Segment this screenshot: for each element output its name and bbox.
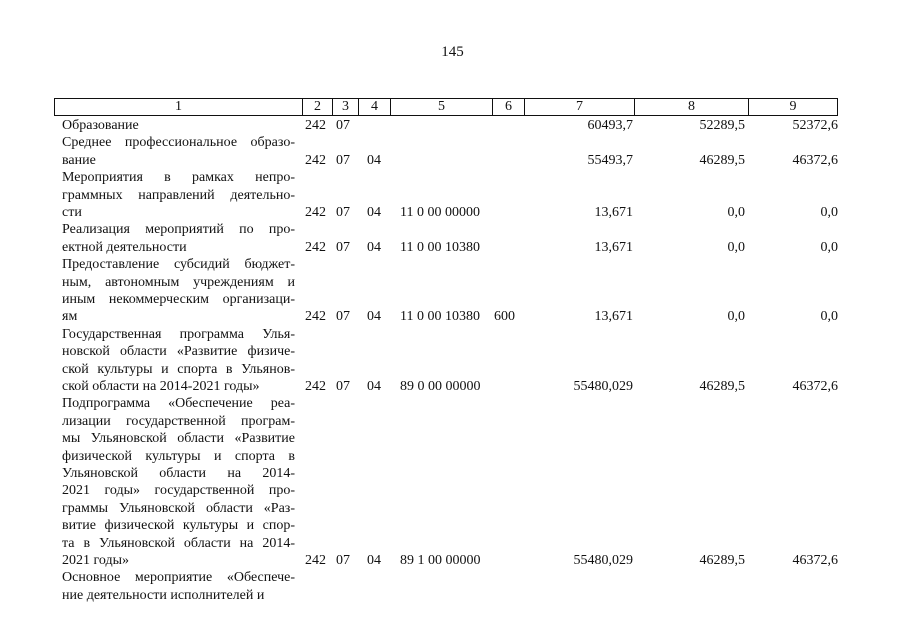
row-name-line: Образование — [62, 118, 139, 133]
col-2-value: 242 — [305, 152, 326, 168]
header-col-2: 2 — [303, 99, 333, 115]
row-name-line: ям — [62, 309, 78, 325]
header-col-6: 6 — [493, 99, 525, 115]
col-5-value: 89 0 00 00000 — [400, 378, 481, 394]
col-8-value: 46289,5 — [699, 152, 745, 168]
col-4-value: 04 — [367, 309, 381, 325]
col-8-value: 0,0 — [727, 239, 745, 255]
row-name-line: 2021 годы» государственной про- — [62, 483, 295, 499]
col-9-value: 46372,6 — [792, 552, 838, 568]
row-name-line: ской области на 2014-2021 годы» — [62, 379, 260, 395]
col-3-value: 07 — [336, 239, 350, 255]
header-col-4: 4 — [359, 99, 391, 115]
header-col-7: 7 — [525, 99, 635, 115]
col-7-value: 13,671 — [594, 309, 633, 325]
row-name-line: ным, автономным учреждениям и — [62, 274, 295, 290]
col-8-value: 46289,5 — [699, 552, 745, 568]
col-4-value: 04 — [367, 552, 381, 568]
row-name — [62, 256, 295, 326]
col-4-value: 04 — [367, 152, 381, 168]
col-8-value: 46289,5 — [699, 378, 745, 394]
row-name — [62, 395, 295, 569]
row-name-line: Подпрограмма «Обеспечение реа- — [62, 396, 295, 412]
table-header — [54, 98, 838, 116]
header-col-9: 9 — [789, 99, 797, 114]
col-9-value: 0,0 — [820, 204, 838, 220]
col-5-value: 89 1 00 00000 — [400, 552, 481, 568]
row-name-line: Предоставление субсидий бюджет- — [62, 257, 295, 273]
row-name — [62, 221, 295, 256]
row-name-line: лизации государственной програм- — [62, 413, 295, 429]
row-name — [62, 169, 295, 221]
row-name — [62, 569, 295, 604]
col-5-value: 11 0 00 10380 — [400, 309, 480, 325]
col-7-value: 55480,029 — [573, 552, 633, 568]
col-7-value: 55480,029 — [573, 378, 633, 394]
col-7-value: 60493,7 — [587, 118, 633, 133]
col-7-value: 13,671 — [594, 204, 633, 220]
row-name-line: граммы Ульяновской области «Раз- — [62, 500, 295, 516]
col-4-value: 04 — [367, 378, 381, 394]
col-3-value: 07 — [336, 309, 350, 325]
col-9-value: 46372,6 — [792, 378, 838, 394]
col-4-value: 04 — [367, 239, 381, 255]
row-name-line: 2021 годы» — [62, 553, 130, 569]
row-name-line: физической культуры и спорта в — [62, 448, 295, 464]
row-name-line: витие физической культуры и спор- — [62, 518, 295, 534]
row-name-line: ской культуры и спорта в Ульянов- — [62, 361, 295, 377]
row-name-line: Реализация мероприятий по про- — [62, 222, 295, 238]
col-2-value: 242 — [305, 239, 326, 255]
col-2-value: 242 — [305, 552, 326, 568]
col-7-value: 55493,7 — [587, 152, 633, 168]
row-name-line: сти — [62, 205, 82, 220]
row-name-line: Среднее профессиональное образо- — [62, 135, 295, 151]
row-name — [62, 134, 295, 169]
row-name-line: мы Ульяновской области «Развитие — [62, 431, 295, 447]
col-8-value: 0,0 — [727, 309, 745, 325]
page-number: 145 — [441, 44, 464, 60]
col-8-value: 0,0 — [727, 204, 745, 220]
row-name-line: ектной деятельности — [62, 239, 187, 255]
col-4-value: 04 — [367, 204, 381, 220]
col-3-value: 07 — [336, 152, 350, 168]
col-3-value: 07 — [336, 118, 350, 133]
col-9-value: 0,0 — [820, 239, 838, 255]
row-name-line: новской области «Развитие физиче- — [62, 344, 295, 360]
row-name — [62, 117, 295, 134]
header-col-1: 1 — [55, 99, 303, 115]
col-2-value: 242 — [305, 378, 326, 394]
row-name-line: Ульяновской области на 2014- — [62, 466, 295, 482]
col-5-value: 11 0 00 00000 — [400, 204, 480, 220]
header-col-3: 3 — [333, 99, 359, 115]
row-name-line: ние деятельности исполнителей и — [62, 587, 265, 603]
col-9-value: 46372,6 — [792, 152, 838, 168]
row-name-line: граммных направлений деятельно- — [62, 187, 295, 203]
col-7-value: 13,671 — [594, 239, 633, 255]
row-name — [62, 326, 295, 396]
row-name-line: та в Ульяновской области на 2014- — [62, 535, 295, 551]
col-3-value: 07 — [336, 204, 350, 220]
header-col-5: 5 — [391, 99, 493, 115]
row-name-line: Государственная программа Улья- — [62, 326, 295, 342]
col-9-value: 52372,6 — [792, 118, 838, 133]
col-8-value: 52289,5 — [699, 118, 745, 133]
col-9-value: 0,0 — [820, 309, 838, 325]
row-name-line: иным некоммерческим организаци- — [62, 292, 295, 307]
col-2-value: 242 — [305, 204, 326, 220]
col-5-value: 11 0 00 10380 — [400, 239, 480, 255]
row-name-line: Основное мероприятие «Обеспече- — [62, 570, 295, 586]
col-2-value: 242 — [305, 118, 326, 133]
col-2-value: 242 — [305, 309, 326, 325]
col-3-value: 07 — [336, 378, 350, 394]
header-col-8: 8 — [635, 99, 749, 115]
col-6-value: 600 — [494, 309, 515, 325]
row-name-line: вание — [62, 152, 96, 168]
col-3-value: 07 — [336, 552, 350, 568]
row-name-line: Мероприятия в рамках непро- — [62, 170, 295, 186]
